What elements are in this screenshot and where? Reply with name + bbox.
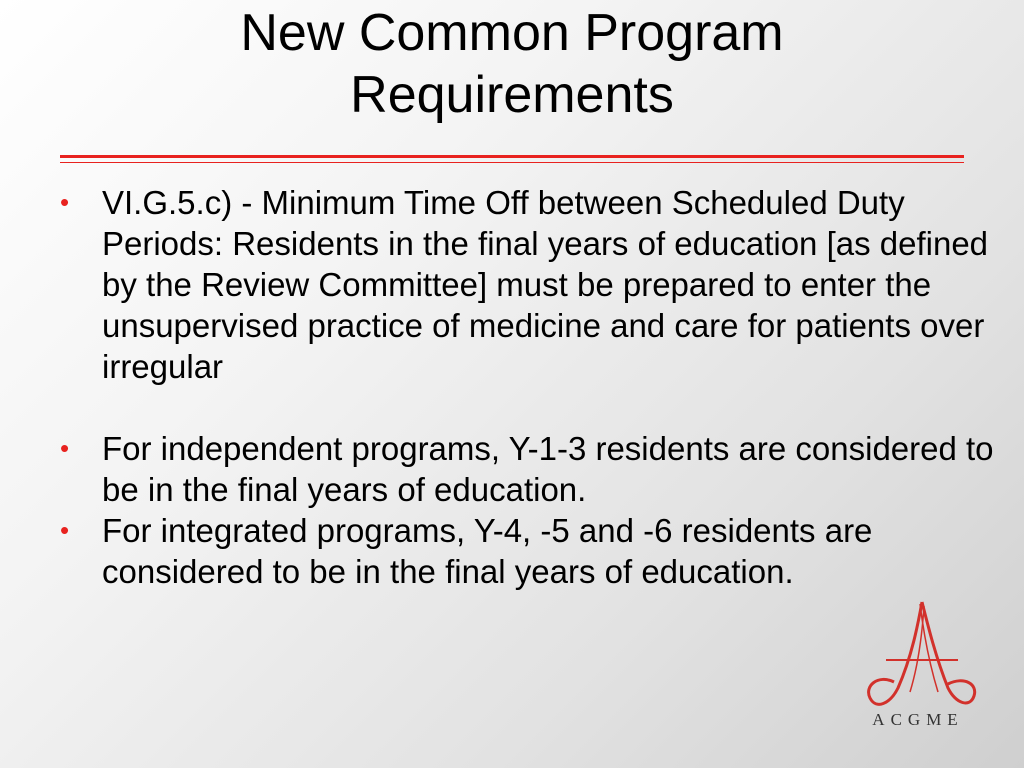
bullet-text: VI.G.5.c) - Minimum Time Off between Scheduled Duty Periods: Residents in the final years of education [as defined by the Review Committee] must be prepared to enter the unsupervised practice of medicine and care for patients over irregular [102, 184, 989, 385]
logo-text: ACGME [872, 710, 964, 729]
bullet-item [58, 510, 1008, 592]
title-divider-thin [60, 162, 964, 163]
bullet-dot-icon: • [60, 515, 70, 545]
bullet-text: For integrated programs, Y-4, -5 and -6 residents are considered to be in the final years of education. [102, 512, 873, 590]
bullet-text: For independent programs, Y-1-3 residents are considered to be in the final years of education. [102, 430, 994, 508]
bullet-dot-icon: • [60, 433, 70, 463]
title-line-2: Requirements [350, 66, 674, 124]
bullet-list [58, 182, 1008, 592]
slide-title [0, 2, 1024, 126]
bullet-dot-icon: • [60, 187, 70, 217]
bullet-item [58, 182, 1008, 387]
title-line-1: New Common Program [240, 4, 784, 62]
bullet-item [58, 428, 1008, 510]
title-divider [60, 155, 964, 158]
